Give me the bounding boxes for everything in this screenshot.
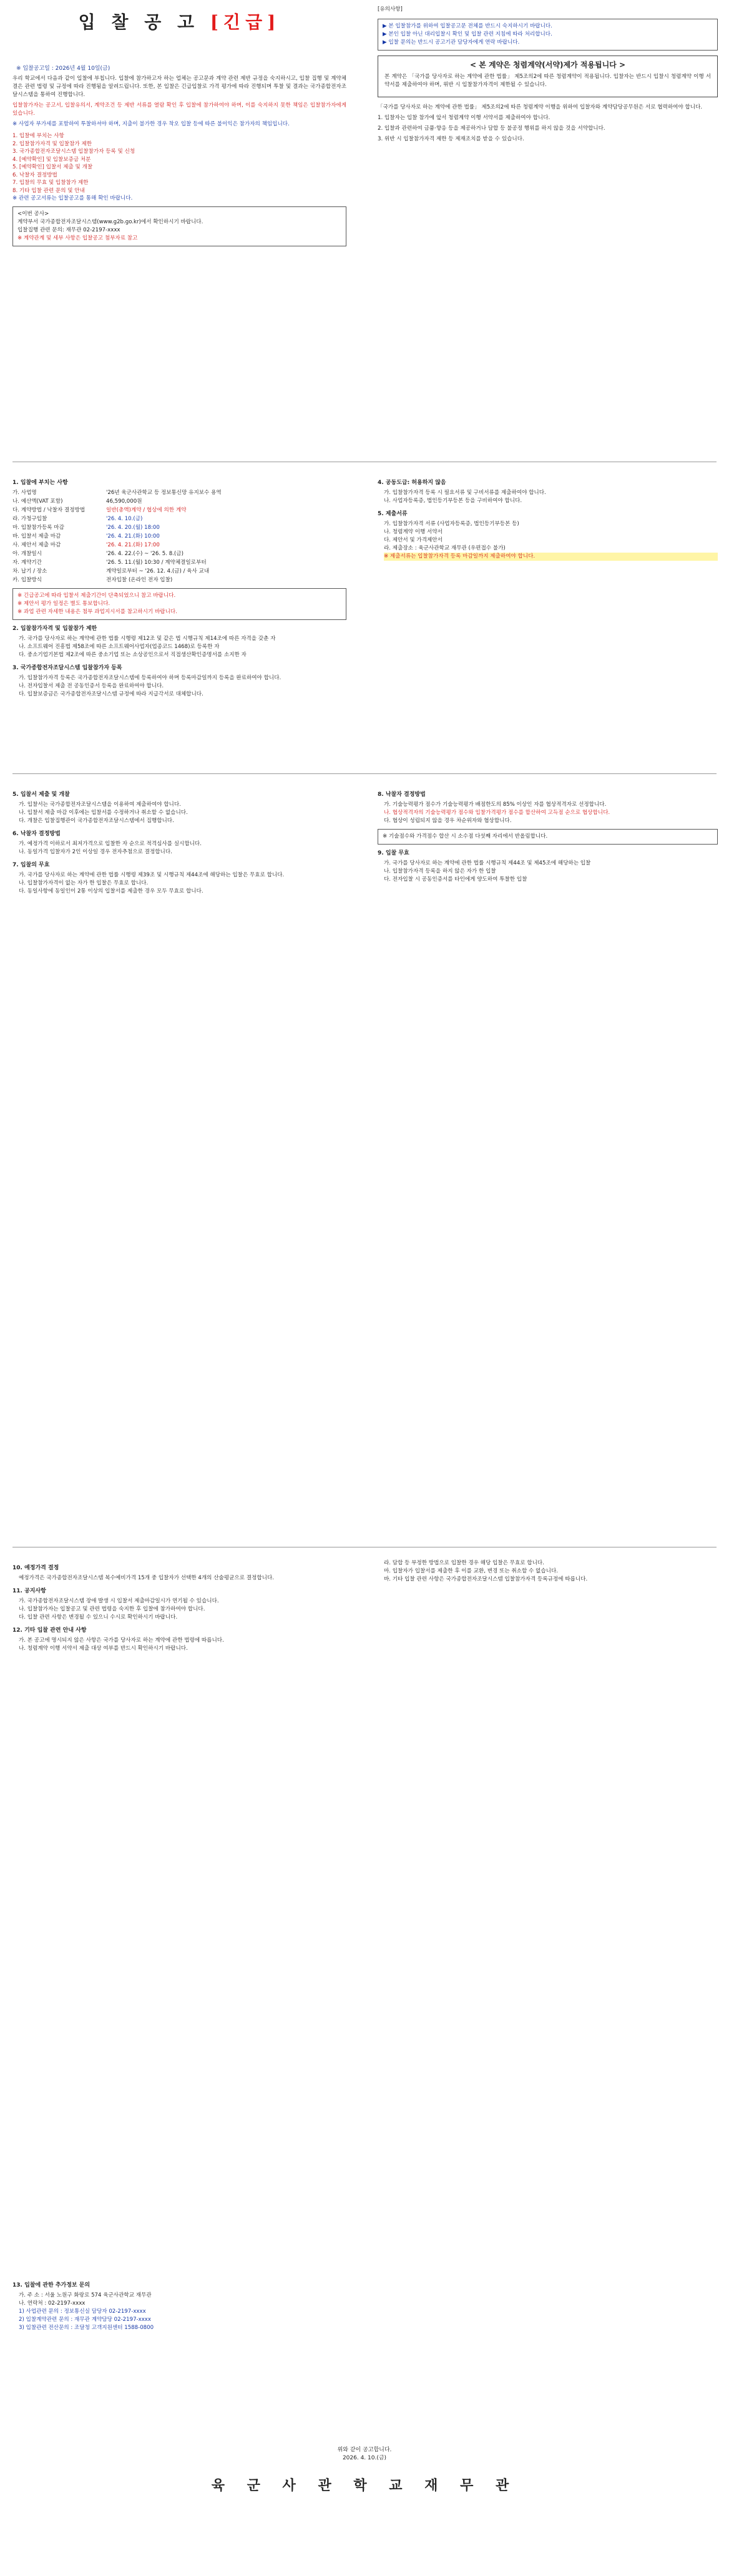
- right-paragraph: 「국가를 당사자로 하는 계약에 관한 법률」 제5조의2에 따른 청렴계약 이행을 위하여 입찰자와 계약담당공무원은 서로 협력하여야 합니다.: [378, 104, 703, 110]
- section-12-item: 나. 청렴계약 이행 서약서 제출 대상 여부를 반드시 확인하시기 바랍니다.: [19, 1645, 188, 1652]
- section-1-notes: [12, 588, 346, 620]
- r8-item: 가. 기술능력평가 점수가 기술능력평가 배점한도의 85% 이상인 자를 협상적격자로 선정합니다.: [384, 801, 607, 808]
- right-paragraph: 1. 입찰자는 입찰 참가에 앞서 청렴계약 이행 서약서를 제출하여야 합니다.: [378, 115, 550, 121]
- left-column-bottom: [12, 1559, 346, 1653]
- left-column-lower: [12, 786, 346, 896]
- r5-item: 라. 제출장소 : 육군사관학교 재무관 (우편접수 불가): [384, 545, 506, 551]
- spec-value: '26년 육군사관학교 등 정보통신망 유지보수 용역: [106, 490, 222, 496]
- contact-line: 2) 입찰계약관련 문의 : 재무관 계약담당 02-2197-xxxx: [19, 2317, 151, 2323]
- contact-line: 3) 입찰관련 전산문의 : 조달청 고객지원센터 1588-0800: [19, 2325, 154, 2331]
- section-5-item: 나. 입찰서 제출 마감 이후에는 입찰서를 수정하거나 취소할 수 없습니다.: [19, 810, 188, 816]
- title-emphasis: [긴급]: [210, 12, 281, 32]
- spec-value: 46,590,000원: [106, 498, 142, 505]
- section-10-heading: 10. 예정가격 결정: [12, 1565, 59, 1571]
- section-11-item: 가. 국가종합전자조달시스템 장애 발생 시 입찰서 제출마감일시가 연기될 수 있습니다.: [19, 1598, 219, 1604]
- section-12-item: 가. 본 공고에 명시되지 않은 사항은 국가를 당사자로 하는 계약에 관한 법령에 따릅니다.: [19, 1637, 224, 1644]
- r4-item: 가. 입찰참가자격 등록 시 필요서류 및 구비서류를 제출하여야 합니다.: [384, 490, 546, 496]
- spec-value: '26. 4. 22.(수) ~ '26. 5. 8.(금): [106, 551, 183, 557]
- toc-item: 7. 입찰의 무효 및 입찰참가 제한: [12, 180, 89, 186]
- precaution-item: ▶ 본인 입찰 아닌 대리입찰시 확인 및 입찰 관련 지침에 따라 처리합니다.: [383, 31, 552, 37]
- toc-item: 3. 국가종합전자조달시스템 입찰참가자 등록 및 신청: [12, 148, 135, 155]
- integrity-contract-box: [378, 56, 718, 97]
- right-column-bottom: [378, 1559, 718, 1584]
- spec-value: 일반(총액)계약 / 협상에 의한 계약: [106, 507, 187, 513]
- footer-date: 2026. 4. 10.(금): [342, 2455, 387, 2461]
- r9-item: 다. 전자입찰 시 공동인증서를 타인에게 양도하여 투찰한 입찰: [384, 876, 527, 883]
- section-7-item: 가. 국가를 당사자로 하는 계약에 관한 법률 시행령 제39조 및 시행규칙 제44조에 해당하는 입찰은 무효로 합니다.: [19, 872, 285, 878]
- r5-item: 나. 청렴계약 이행 서약서: [384, 529, 443, 535]
- section-divider: [12, 773, 717, 774]
- spec-key: 나. 예산액(VAT 포함): [12, 498, 63, 505]
- spec-value: '26. 5. 11.(월) 10:30 / 계약체결일로부터: [106, 559, 207, 566]
- title-block: [12, 9, 346, 34]
- spec-row: [12, 550, 346, 558]
- info-box-line: 계약부서 국가종합전자조달시스템(www.g2b.go.kr)에서 확인하시기 바랍니다.: [17, 218, 203, 225]
- r4-heading: 4. 공동도급: 허용하지 않음: [378, 480, 446, 486]
- section-13-heading: 13. 입찰에 관한 추가정보 문의: [12, 2282, 91, 2288]
- section-2-item: 다. 중소기업기본법 제2조에 따른 중소기업 또는 소상공인으로서 직접생산확인증명서를 소지한 자: [19, 652, 247, 658]
- r8-heading: 8. 낙찰자 결정방법: [378, 792, 426, 798]
- right-column-lower: [378, 786, 718, 884]
- right-tail-item: 마. 입찰자가 입찰서를 제출한 후 이를 교환, 변경 또는 취소할 수 없습니다.: [384, 1568, 558, 1574]
- title-text: 입 찰 공 고: [78, 12, 210, 32]
- spec-value: '26. 4. 21.(화) 10:00: [106, 533, 160, 540]
- r8-note: ※ 기술점수와 가격점수 합산 시 소수점 다섯째 자리에서 반올림합니다.: [383, 833, 548, 840]
- section-2-item: 나. 소프트웨어 진흥법 제58조에 따른 소프트웨어사업자(업종코드 1468)로 등록한 자: [19, 644, 220, 650]
- spec-key: 가. 사업명: [12, 490, 37, 496]
- right-paragraph: 2. 입찰과 관련하여 금품·향응 등을 제공하거나 담합 등 불공정 행위를 하지 않을 것을 서약합니다.: [378, 125, 605, 132]
- toc-item: 5. [예약확인] 입찰서 제출 및 개찰: [12, 164, 93, 170]
- spec-row: [12, 515, 346, 523]
- section-13-item: 가. 주 소 : 서울 노원구 화랑로 574 육군사관학교 재무관: [19, 2292, 152, 2298]
- spec-key: 차. 납기 / 장소: [12, 568, 47, 574]
- right-column-top: [378, 15, 718, 146]
- issuing-organization: 육 군 사 관 학 교 재 무 관: [211, 2477, 518, 2494]
- section-2-item: 가. 국가를 당사자로 하는 계약에 관한 법률 시행령 제12조 및 같은 법 시행규칙 제14조에 따른 자격을 갖춘 자: [19, 636, 276, 642]
- intro-notice-2: ※ 사업자 부가세를 포함하여 투찰하셔야 하며, 지출이 불가한 경우 착오 입찰 등에 따른 불이익은 참가자의 책임입니다.: [12, 121, 290, 127]
- spec-value: '26. 4. 21.(화) 17:00: [106, 542, 160, 548]
- spec-row: [12, 489, 346, 497]
- section-11-item: 다. 입찰 관련 사항은 변경될 수 있으니 수시로 확인하시기 바랍니다.: [19, 1614, 178, 1620]
- spec-row: [12, 568, 346, 576]
- right-box-head: [유의사항]: [378, 6, 403, 12]
- spec-row: [12, 541, 346, 550]
- toc-note: ※ 관련 공고서류는 입찰공고를 통해 확인 바랍니다.: [12, 195, 133, 201]
- section-11-item: 나. 입찰참가자는 입찰공고 및 관련 법령을 숙지한 후 입찰에 참가하여야 합니다.: [19, 1606, 205, 1612]
- red-note: ※ 과업 관련 자세한 내용은 첨부 과업지시서를 참고하시기 바랍니다.: [17, 609, 177, 615]
- section-7-heading: 7. 입찰의 무효: [12, 862, 50, 868]
- section-12-heading: 12. 기타 입찰 관련 안내 사항: [12, 1627, 87, 1634]
- info-box-line: 입찰집행 관련 문의: 재무관 02-2197-xxxx: [17, 226, 120, 233]
- right-tail-item: 라. 담합 등 부정한 방법으로 입찰한 경우 해당 입찰은 무효로 합니다.: [384, 1560, 544, 1566]
- left-column-middle: [12, 474, 346, 699]
- section-7-item: 나. 입찰참가자격이 없는 자가 한 입찰은 무효로 합니다.: [19, 880, 149, 886]
- section-5-item: 가. 입찰서는 국가종합전자조달시스템을 이용하여 제출하여야 합니다.: [19, 801, 181, 808]
- integrity-contract-title: < 본 계약은 청렴계약(서약)제가 적용됩니다 >: [469, 61, 626, 69]
- spec-key: 자. 계약기간: [12, 559, 42, 566]
- section-3-item: 가. 입찰참가자격 등록은 국가종합전자조달시스템에 등록하여야 하며 등록마감일까지 등록을 완료하여야 합니다.: [19, 675, 281, 681]
- spec-value: '26. 4. 20.(월) 18:00: [106, 525, 160, 531]
- r5-heading: 5. 제출서류: [378, 511, 408, 517]
- notice-date: ※ 입찰공고일 : 2026년 4월 10일(금): [16, 65, 110, 72]
- info-box-red: ※ 계약관계 및 세부 사항은 입찰공고 첨부자료 참고: [17, 235, 138, 241]
- r8-note-box: [378, 829, 718, 845]
- spec-key: 마. 입찰참가등록 마감: [12, 525, 64, 531]
- section-3-item: 다. 입찰보증금은 국가종합전자조달시스템 규정에 따라 지급각서로 대체합니다.: [19, 691, 203, 697]
- r8-item: 나. 협상적격자의 기술능력평가 점수와 입찰가격평가 점수를 합산하여 고득점 순으로 협상합니다.: [384, 810, 610, 816]
- section-13: [12, 2277, 717, 2332]
- precaution-box: [378, 19, 718, 51]
- spec-row: [12, 506, 346, 515]
- integrity-contract-text: 본 계약은 「국가를 당사자로 하는 계약에 관한 법률」 제5조의2에 따른 청렴계약이 적용됩니다. 입찰자는 반드시 입찰시 청렴계약 이행 서약서를 제출하여야 하며, 위반 시 입찰참가자격이 제한될 수 있습니다.: [384, 74, 711, 88]
- intro-red-notice: 입찰참가자는 공고서, 입찰유의서, 계약조건 등 제반 서류를 열람 확인 후 입찰에 참가하여야 하며, 이를 숙지하지 못한 책임은 입찰참가자에게 있습니다.: [12, 102, 346, 117]
- left-column-top: [12, 75, 346, 250]
- toc-item: 1. 입찰에 부치는 사항: [12, 133, 64, 139]
- section-3-item: 나. 전자입찰서 제출 전 공동인증서 등록을 완료하여야 합니다.: [19, 683, 164, 689]
- table-of-contents: [12, 132, 346, 203]
- spec-key: 다. 계약방법 / 낙찰자 결정방법: [12, 507, 86, 513]
- spec-row: [12, 559, 346, 567]
- contact-line: 1) 사업관련 문의 : 정보통신실 담당자 02-2197-xxxx: [19, 2308, 146, 2315]
- r5-highlight: ※ 제출서류는 입찰참가자격 등록 마감일까지 제출하여야 합니다.: [384, 553, 718, 561]
- right-tail-item: 바. 기타 입찰 관련 사항은 국가종합전자조달시스템 입찰참가자격 등록규정에 따릅니다.: [384, 1576, 588, 1582]
- r9-item: 가. 국가를 당사자로 하는 계약에 관한 법률 시행규칙 제44조 및 제45조에 해당하는 입찰: [384, 860, 591, 866]
- spec-value: 계약일로부터 ~ '26. 12. 4.(금) / 육사 교내: [106, 568, 210, 574]
- section-5-item: 다. 개찰은 입찰집행관이 국가종합전자조달시스템에서 집행합니다.: [19, 818, 174, 824]
- footer: [0, 2445, 729, 2494]
- right-paragraph: 3. 위반 시 입찰참가자격 제한 등 제재조치를 받을 수 있습니다.: [378, 136, 524, 142]
- toc-item: 4. [예약확인] 및 입찰보증금 처분: [12, 156, 91, 163]
- spec-key: 카. 입찰방식: [12, 577, 42, 583]
- r8-item: 다. 협상이 성립되지 않을 경우 차순위자와 협상합니다.: [384, 818, 512, 824]
- section-6-heading: 6. 낙찰자 결정방법: [12, 831, 61, 837]
- section-7-item: 다. 동일사항에 동일인이 2통 이상의 입찰서를 제출한 경우 모두 무효로 합니다.: [19, 888, 203, 894]
- spec-key: 라. 가청구입찰: [12, 516, 47, 522]
- intro-paragraph: 우리 학교에서 다음과 같이 입찰에 부칩니다. 입찰에 참가하고자 하는 업체는 공고문과 계약 관련 제반 규정을 숙지하시고, 입찰 집행 및 계약체결은 관련 법령 및 규정에 따라 진행됨을 알려드립니다. 또한, 본 입찰은 긴급입찰로 가격 평가에 따라 진행되며 투찰 및 결과는 국가종합전자조달시스템을 통하여 진행합니다.: [12, 75, 346, 98]
- info-box-line: <이번 공사>: [17, 210, 49, 217]
- r5-item: 다. 제안서 및 가격제안서: [384, 537, 443, 543]
- page-title: [12, 9, 346, 34]
- footer-statement: 위와 같이 공고합니다.: [337, 2447, 392, 2453]
- section-1-heading: 1. 입찰에 부치는 사항: [12, 480, 68, 486]
- spec-row: [12, 533, 346, 541]
- r9-heading: 9. 입찰 무효: [378, 850, 409, 856]
- section-10-text: 예정가격은 국가종합전자조달시스템 복수예비가격 15개 중 입찰자가 선택한 4개의 산술평균으로 결정합니다.: [19, 1575, 274, 1581]
- info-box: [12, 206, 346, 246]
- spec-row: [12, 576, 346, 584]
- toc-item: 6. 낙찰자 결정방법: [12, 172, 57, 178]
- precaution-item: ▶ 입찰 문의는 반드시 공고기관 담당자에게 연락 바랍니다.: [383, 39, 520, 46]
- precaution-item: ▶ 본 입찰참가를 위하여 입찰공고문 전체를 반드시 숙지하시기 바랍니다.: [383, 23, 552, 29]
- section-6-item: 나. 동일가격 입찰자가 2인 이상일 경우 전자추첨으로 결정합니다.: [19, 849, 172, 855]
- spec-value: '26. 4. 10.(금): [106, 516, 143, 522]
- section-5-heading: 5. 입찰서 제출 및 개찰: [12, 792, 70, 798]
- spec-key: 아. 개찰일시: [12, 551, 42, 557]
- spec-key: 바. 입찰서 제출 마감: [12, 533, 61, 540]
- r4-item: 나. 사업자등록증, 법인등기부등본 등을 구비하여야 합니다.: [384, 498, 522, 504]
- spec-row: [12, 524, 346, 532]
- spec-key: 사. 제안서 제출 마감: [12, 542, 61, 548]
- spec-row: [12, 498, 346, 506]
- section-6-item: 가. 예정가격 이하로서 최저가격으로 입찰한 자 순으로 적격심사를 실시합니다.: [19, 841, 202, 847]
- toc-item: 2. 입찰참가자격 및 입찰참가 제한: [12, 140, 92, 147]
- red-note: ※ 긴급공고에 따라 입찰서 제출기간이 단축되었으니 참고 바랍니다.: [17, 593, 176, 599]
- section-3-heading: 3. 국가종합전자조달시스템 입찰참가자 등록: [12, 665, 122, 671]
- section-13-item: 나. 연락처 : 02-2197-xxxx: [19, 2300, 86, 2307]
- section-2-heading: 2. 입찰참가자격 및 입찰참가 제한: [12, 626, 97, 632]
- r9-item: 나. 입찰참가자격 등록을 하지 않은 자가 한 입찰: [384, 868, 496, 874]
- red-note: ※ 제안서 평가 일정은 별도 통보합니다.: [17, 601, 110, 607]
- section-11-heading: 11. 공지사항: [12, 1588, 46, 1594]
- toc-item: 8. 기타 입찰 관련 문의 및 안내: [12, 187, 85, 194]
- spec-value: 전자입찰 (온라인 전자 입찰): [106, 577, 173, 583]
- r5-item: 가. 입찰참가자격 서류 (사업자등록증, 법인등기부등본 등): [384, 521, 519, 527]
- right-column-middle: [378, 474, 718, 561]
